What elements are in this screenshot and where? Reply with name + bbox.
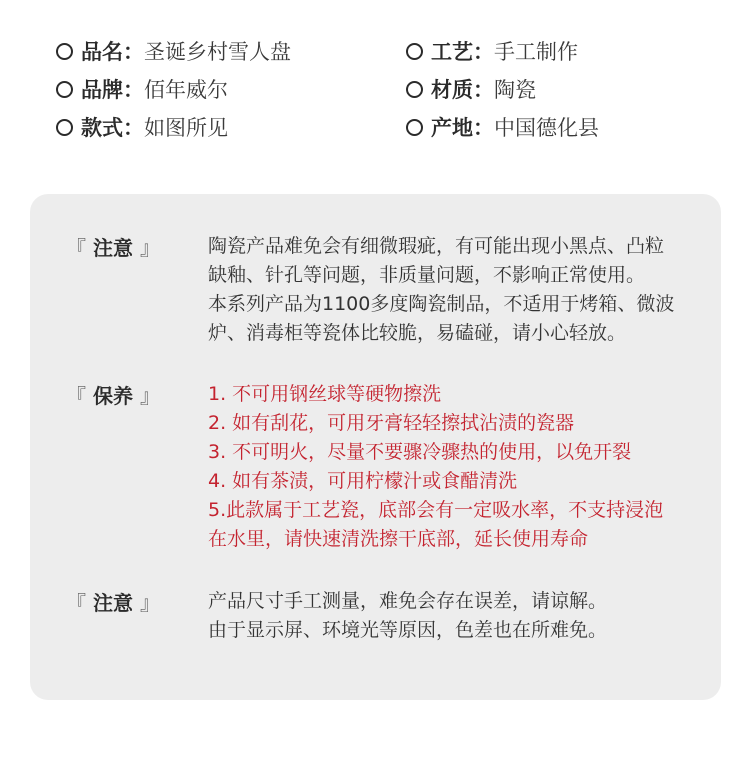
circle-bullet-icon [56, 43, 73, 60]
spec-item-material [406, 71, 536, 107]
care-step: 2. 如有刮花，可用牙膏轻轻擦拭沾渍的瓷器 [208, 412, 575, 434]
body-line: 炉、消毒柜等瓷体比较脆，易磕碰，请小心轻放。 [208, 322, 627, 344]
body-line: 由于显示屏、环境光等原因，色差也在所难免。 [208, 619, 608, 641]
body-line: 缺釉、针孔等问题，非质量问题，不影响正常使用。 [208, 264, 646, 286]
spec-label: 工艺： [431, 40, 494, 64]
spec-label: 材质： [431, 78, 494, 102]
spec-item-name [56, 33, 291, 69]
spec-value: 陶瓷 [494, 78, 536, 102]
body-line: 陶瓷产品难免会有细微瑕疵，有可能出现小黑点、凸粒 [208, 235, 665, 257]
section-title [66, 380, 160, 409]
bracket-open: 『 [66, 591, 86, 615]
bracket-close: 』 [139, 236, 160, 260]
spec-label: 品名： [81, 40, 144, 64]
care-step: 3. 不可明火，尽量不要骤冷骤热的使用，以免开裂 [208, 441, 632, 463]
spec-value: 佰年威尔 [144, 78, 228, 102]
spec-label: 款式： [81, 116, 144, 140]
care-step: 5.此款属于工艺瓷，底部会有一定吸水率，不支持浸泡 [208, 499, 664, 521]
spec-item-craft [406, 33, 578, 69]
care-step: 4. 如有茶渍，可用柠檬汁或食醋清洗 [208, 470, 518, 492]
section-title-text: 注意 [92, 591, 133, 615]
circle-bullet-icon [406, 43, 423, 60]
body-line: 产品尺寸手工测量，难免会存在误差，请谅解。 [208, 590, 608, 612]
bracket-close: 』 [139, 591, 160, 615]
bracket-open: 『 [66, 236, 86, 260]
circle-bullet-icon [56, 119, 73, 136]
circle-bullet-icon [56, 81, 73, 98]
body-line: 本系列产品为1100多度陶瓷制品，不适用于烤箱、微波 [208, 293, 675, 315]
care-step: 在水里，请快速清洗擦干底部，延长使用寿命 [208, 528, 589, 550]
section-title-text: 注意 [92, 236, 133, 260]
section-title-text: 保养 [92, 384, 133, 408]
spec-item-style [56, 109, 228, 145]
bracket-close: 』 [139, 384, 160, 408]
section-title [66, 587, 160, 616]
spec-label: 品牌： [81, 78, 144, 102]
circle-bullet-icon [406, 81, 423, 98]
spec-value: 如图所见 [144, 116, 228, 140]
circle-bullet-icon [406, 119, 423, 136]
spec-value: 中国德化县 [494, 116, 599, 140]
section-title [66, 232, 160, 261]
section-body [208, 380, 728, 554]
spec-value: 手工制作 [494, 40, 578, 64]
spec-item-origin [406, 109, 599, 145]
bracket-open: 『 [66, 384, 86, 408]
section-body [208, 232, 728, 348]
section-body [208, 587, 728, 645]
spec-value: 圣诞乡村雪人盘 [144, 40, 291, 64]
notice-card [30, 194, 721, 700]
spec-label: 产地： [431, 116, 494, 140]
spec-item-brand [56, 71, 228, 107]
care-step: 1. 不可用钢丝球等硬物擦洗 [208, 383, 442, 405]
